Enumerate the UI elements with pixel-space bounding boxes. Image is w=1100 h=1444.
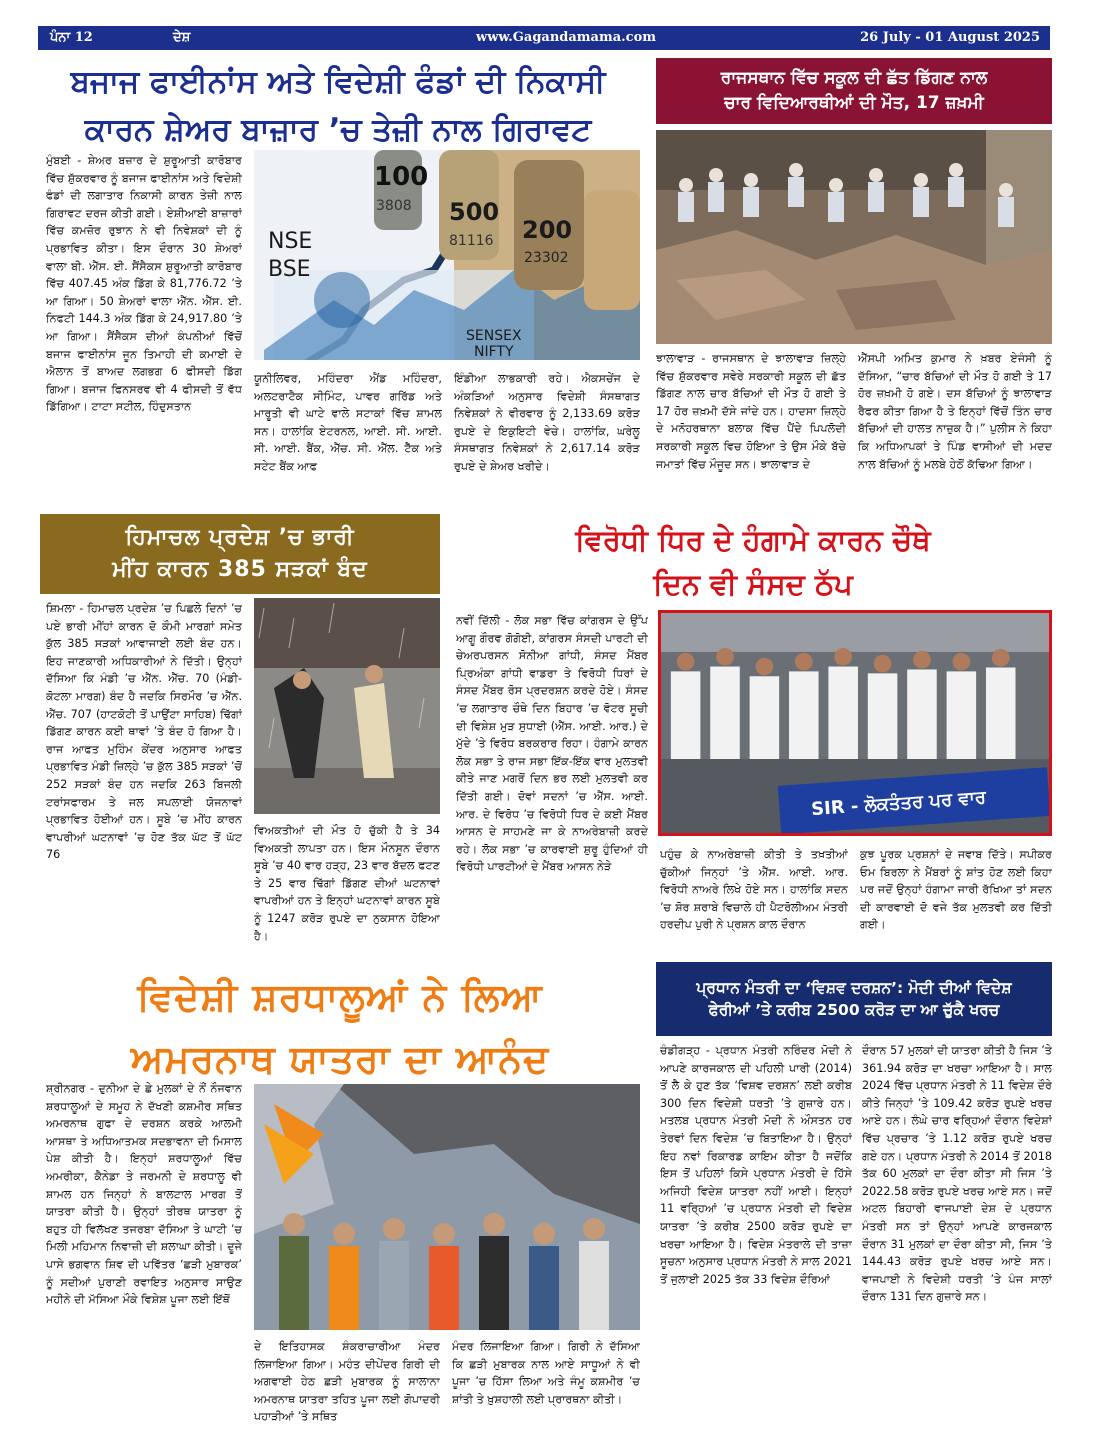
story-2-column-2: ਐੱਸਪੀ ਅਮਿਤ ਕੁਮਾਰ ਨੇ ਖ਼ਬਰ ਏਜੰਸੀ ਨੂੰ ਦੱਸਿਆ, “ਚਾਰ ਬੱਚਿਆਂ ਦੀ ਮੌਤ ਹੋ ਗਈ ਤੇ 17 ਹੋਰ ਜ਼ਖ਼ਮੀ ਹੋ ਗਏ। ਦਸ ਬੱਚਿਆਂ ਨੂੰ ਝਾਲਾਵਾੜ ਰੈਫਰ ਕੀਤਾ ਗਿਆ ਹੈ ਤੇ ਇਨ੍ਹਾਂ ਵਿੱਚੋਂ ਤਿੰਨ ਚਾਰ ਬੱਚਿਆਂ ਦੀ ਹਾਲਤ ਨਾਜ਼ੁਕ ਹੈ।” ਪੁਲੀਸ ਨੇ ਕਿਹਾ ਕਿ ਅਧਿਆਪਕਾਂ ਤੇ ਪਿੰਡ ਵਾਸੀਆਂ ਦੀ ਮਦਦ ਨਾਲ ਬੱਚਿਆਂ ਨੂੰ ਮਲਬੇ ਹੇਠੋਂ ਕੱਢਿਆ ਗਿਆ। xyxy=(858,352,1052,471)
headline-line: ਅਮਰਨਾਥ ਯਾਤਰਾ ਦਾ ਆਨੰਦ xyxy=(130,1037,550,1081)
story-6-column-1: ਚੰਡੀਗੜ੍ਹ - ਪ੍ਰਧਾਨ ਮੰਤਰੀ ਨਰਿੰਦਰ ਮੋਦੀ ਨੇ ਆਪਣੇ ਕਾਰਜਕਾਲ ਦੀ ਪਹਿਲੀ ਪਾਰੀ (2014) ਤੋਂ ਲੈ ਕੇ ਹੁਣ ਤੱਕ ‘ਵਿਸ਼ਵ ਦਰਸ਼ਨ’ ਲਈ ਕਰੀਬ 300 ਦਿਨ ਵਿਦੇਸ਼ੀ ਧਰਤੀ ’ਤੇ ਗੁਜ਼ਾਰੇ ਹਨ। ਮਤਲਬ ਪ੍ਰਧਾਨ ਮੰਤਰੀ ਮੋਦੀ ਨੇ ਔਸਤਨ ਹਰ ਤੇਰਵਾਂ ਦਿਨ ਵਿਦੇਸ਼ ’ਚ ਬਿਤਾਇਆ ਹੈ। ਉਨ੍ਹਾਂ ਇਹ ਨਵਾਂ ਰਿਕਾਰਡ ਕਾਇਮ ਕੀਤਾ ਹੈ ਜਦੋਂਕਿ ਇਸ ਤੋਂ ਪਹਿਲਾਂ ਕਿਸੇ ਪ੍ਰਧਾਨ ਮੰਤਰੀ ਦੇ ਹਿੱਸੇ ਅਜਿਹੀ ਵਿਦੇਸ਼ ਯਾਤਰਾ ਨਹੀਂ ਆਈ। ਇਨ੍ਹਾਂ 11 ਵਰ੍ਹਿਆਂ ’ਚ ਪ੍ਰਧਾਨ ਮੰਤਰੀ ਦੀ ਵਿਦੇਸ਼ ਯਾਤਰਾ ’ਤੇ ਕਰੀਬ 2500 ਕਰੋੜ ਰੁਪਏ ਦਾ ਖਰਚਾ ਆਇਆ ਹੈ। ਵਿਦੇਸ਼ ਮੰਤਰਾਲੇ ਦੀ ਤਾਜ਼ਾ ਸੂਚਨਾ ਅਨੁਸਾਰ ਪ੍ਰਧਾਨ ਮੰਤਰੀ ਨੇ ਸਾਲ 2021 ਤੋਂ ਜੁਲਾਈ 2025 ਤੱਕ 33 ਵਿਦੇਸ਼ ਦੌਰਿਆਂ xyxy=(660,1044,852,1286)
photo-label-sensex: SENSEX xyxy=(466,328,522,344)
headline-line: ਦਿਨ ਵੀ ਸੰਸਦ ਠੱਪ xyxy=(653,567,853,601)
note-label: 200 xyxy=(522,216,573,244)
story-3-headline-band xyxy=(40,514,440,594)
protest-banner-text: SIR - ਲੋਕਤੰਤਰ ਪਰ ਵਾਰ xyxy=(810,786,987,821)
note-label: 3808 xyxy=(376,198,412,214)
headline-line: ਰਾਜਸਥਾਨ ਵਿੱਚ ਸਕੂਲ ਦੀ ਛੱਤ ਡਿੱਗਣ ਨਾਲ xyxy=(720,68,988,89)
headline-line: ਵਿਦੇਸ਼ੀ ਸ਼ਰਧਾਲੂਆਂ ਨੇ ਲਿਆ xyxy=(137,975,543,1019)
story-2-headline-band xyxy=(656,58,1052,124)
parliament-protest-photo xyxy=(658,610,1052,836)
story-3-column-2: ਵਿਅਕਤੀਆਂ ਦੀ ਮੌਤ ਹੋ ਚੁੱਕੀ ਹੈ ਤੇ 34 ਵਿਅਕਤੀ ਲਾਪਤਾ ਹਨ। ਇਸ ਮੌਨਸੂਨ ਦੌਰਾਨ ਸੂਬੇ ’ਚ 40 ਵਾਰ ਹੜ੍ਹ, 23 ਵਾਰ ਬੱਦਲ ਫਟਣ ਤੇ 25 ਵਾਰ ਢਿੱਗਾਂ ਡਿੱਗਣ ਦੀਆਂ ਘਟਨਾਵਾਂ ਵਾਪਰੀਆਂ ਹਨ ਤੇ ਇਨ੍ਹਾਂ ਘਟਨਾਵਾਂ ਕਾਰਨ ਸੂਬੇ ਨੂੰ 1247 ਕਰੋੜ ਰੁਪਏ ਦਾ ਨੁਕਸਾਨ ਹੋਇਆ ਹੈ। xyxy=(254,824,440,943)
page-header-bar xyxy=(38,26,1050,50)
headline-line: ਵਿਰੋਧੀ ਧਿਰ ਦੇ ਹੰਗਾਮੇ ਕਾਰਨ ਚੌਥੇ xyxy=(575,523,931,557)
story-5-headline xyxy=(40,966,640,1090)
note-label: 500 xyxy=(449,198,500,226)
note-label: 81116 xyxy=(449,233,494,249)
note-label: 23302 xyxy=(524,250,569,266)
site-url: www.Gagandamama.com xyxy=(476,30,657,45)
headline-line: ਮੀਂਹ ਕਾਰਨ 385 ਸੜਕਾਂ ਬੰਦ xyxy=(112,557,368,582)
issue-date: 26 July - 01 August 2025 xyxy=(860,30,1040,45)
story-6-column-2: ਦੌਰਾਨ 57 ਮੁਲਕਾਂ ਦੀ ਯਾਤਰਾ ਕੀਤੀ ਹੈ ਜਿਸ ’ਤੇ 361.94 ਕਰੋੜ ਦਾ ਖਰਚਾ ਆਇਆ ਹੈ। ਸਾਲ 2024 ਵਿੱਚ ਪ੍ਰਧਾਨ ਮੰਤਰੀ ਨੇ 11 ਵਿਦੇਸ਼ ਦੌਰੇ ਕੀਤੇ ਜਿਨ੍ਹਾਂ ’ਤੇ 109.42 ਕਰੋੜ ਰੁਪਏ ਖਰਚ ਆਏ ਹਨ। ਲੰਘੇ ਚਾਰ ਵਰ੍ਹਿਆਂ ਦੌਰਾਨ ਵਿਦੇਸ਼ਾਂ ਵਿੱਚ ਪ੍ਰਚਾਰ ’ਤੇ 1.12 ਕਰੋੜ ਰੁਪਏ ਖਰਚ ਗਏ ਹਨ। ਪ੍ਰਧਾਨ ਮੰਤਰੀ ਨੇ 2014 ਤੋਂ 2018 ਤੱਕ 60 ਮੁਲਕਾਂ ਦਾ ਦੌਰਾ ਕੀਤਾ ਸੀ ਜਿਸ ’ਤੇ 2022.58 ਕਰੋੜ ਰੁਪਏ ਖਰਚ ਆਏ ਸਨ। ਜਦੋਂ ਅਟਲ ਬਿਹਾਰੀ ਵਾਜਪਾਈ ਦੇਸ਼ ਦੇ ਪ੍ਰਧਾਨ ਮੰਤਰੀ ਸਨ ਤਾਂ ਉਨ੍ਹਾਂ ਆਪਣੇ ਕਾਰਜਕਾਲ ਦੌਰਾਨ 31 ਮੁਲਕਾਂ ਦਾ ਦੌਰਾ ਕੀਤਾ ਸੀ, ਜਿਸ ’ਤੇ 144.43 ਕਰੋੜ ਰੁਪਏ ਖਰਚ ਆਏ ਸਨ। ਵਾਜਪਾਈ ਨੇ ਵਿਦੇਸ਼ੀ ਧਰਤੀ ’ਤੇ ਪੰਜ ਸਾਲਾਂ ਦੌਰਾਨ 131 ਦਿਨ ਗੁਜ਼ਾਰੇ ਸਨ। xyxy=(862,1044,1052,1304)
story-3-column-1: ਸ਼ਿਮਲਾ - ਹਿਮਾਚਲ ਪ੍ਰਦੇਸ਼ ’ਚ ਪਿਛਲੇ ਦਿਨਾਂ ’ਚ ਪਏ ਭਾਰੀ ਮੀਂਹਾਂ ਕਾਰਨ ਦੋ ਕੌਮੀ ਮਾਰਗਾਂ ਸਮੇਤ ਕੁੱਲ 385 ਸੜਕਾਂ ਆਵਾਜਾਈ ਲਈ ਬੰਦ ਹਨ। ਇਹ ਜਾਣਕਾਰੀ ਅਧਿਕਾਰੀਆਂ ਨੇ ਦਿੱਤੀ। ਉਨ੍ਹਾਂ ਦੱਸਿਆ ਕਿ ਮੰਡੀ ’ਚ ਐੱਨ. ਐੱਚ. 70 (ਮੰਡੀ-ਕੋਟਲਾ ਮਾਰਗ) ਬੰਦ ਹੈ ਜਦਕਿ ਸਿਰਮੌਰ ’ਚ ਐੱਨ. ਐੱਚ. 707 (ਹਾਟਕੋਟੀ ਤੋਂ ਪਾਉਂਟਾ ਸਾਹਿਬ) ਢਿੱਗਾਂ ਡਿੱਗਣ ਕਾਰਨ ਕਈ ਥਾਵਾਂ ’ਤੇ ਬੰਦ ਹੋ ਗਿਆ ਹੈ। ਰਾਜ ਆਫਤ ਮੁਹਿੰਮ ਕੇਂਦਰ ਅਨੁਸਾਰ ਆਫਤ ਪ੍ਰਭਾਵਿਤ ਮੰਡੀ ਜ਼ਿਲ੍ਹੇ ’ਚ ਕੁੱਲ 385 ਸੜਕਾਂ ’ਚੋਂ 252 ਸੜਕਾਂ ਬੰਦ ਹਨ ਜਦਕਿ 263 ਬਿਜਲੀ ਟਰਾਂਸਫਾਰਮ ਤੇ ਜਲ ਸਪਲਾਈ ਯੋਜਨਾਵਾਂ ਪ੍ਰਭਾਵਿਤ ਹੋਈਆਂ ਹਨ। ਸੂਬੇ ’ਚ ਮੀਂਹ ਕਾਰਨ ਵਾਪਰੀਆਂ ਘਟਨਾਵਾਂ ’ਚ ਹੋਣ ਤੱਕ ਘੱਟ ਤੋਂ ਘੱਟ 76 xyxy=(46,602,242,862)
story-1-column-3: ਇੰਡੀਆ ਲਾਭਕਾਰੀ ਰਹੇ। ਐਕਸਚੇਂਜ ਦੇ ਅੰਕੜਿਆਂ ਅਨੁਸਾਰ ਵਿਦੇਸ਼ੀ ਸੰਸਥਾਗਤ ਨਿਵੇਸ਼ਕਾਂ ਨੇ ਵੀਰਵਾਰ ਨੂੰ 2,133.69 ਕਰੋੜ ਰੁਪਏ ਦੇ ਇਕੁਇਟੀ ਵੇਚੇ। ਹਾਲਾਂਕਿ, ਘਰੇਲੂ ਸੰਸਥਾਗਤ ਨਿਵੇਸ਼ਕਾਂ ਨੇ 2,617.14 ਕਰੋੜ ਰੁਪਏ ਦੇ ਸ਼ੇਅਰ ਖਰੀਦੇ। xyxy=(454,372,640,473)
headline-line: ਹਿਮਾਚਲ ਪ੍ਰਦੇਸ਼ ’ਚ ਭਾਰੀ xyxy=(125,525,355,551)
photo-label-nifty: NIFTY xyxy=(474,344,514,360)
story-1-column-2: ਯੂਨੀਲਿਵਰ, ਮਹਿੰਦਰਾ ਐਂਡ ਮਹਿੰਦਰਾ, ਅਲਟਰਾਟੈਕ ਸੀਮਿੰਟ, ਪਾਵਰ ਗਰਿੱਡ ਅਤੇ ਮਾਰੂਤੀ ਵੀ ਘਾਟੇ ਵਾਲੇ ਸਟਾਕਾਂ ਵਿੱਚ ਸ਼ਾਮਲ ਸਨ। ਹਾਲਾਂਕਿ ਏਟਰਨਲ, ਆਈ. ਸੀ. ਆਈ. ਸੀ. ਆਈ. ਬੈਂਕ, ਐੱਚ. ਸੀ. ਐੱਲ. ਟੈੱਕ ਅਤੇ ਸਟੇਟ ਬੈਂਕ ਆਫ xyxy=(254,372,442,473)
story-5-column-2: ਦੇ ਇਤਿਹਾਸਕ ਸ਼ੰਕਰਾਚਾਰੀਆ ਮੰਦਰ ਲਿਜਾਇਆ ਗਿਆ। ਮਹੰਤ ਦੀਪੇਂਦਰ ਗਿਰੀ ਦੀ ਅਗਵਾਈ ਹੇਠ ਛੜੀ ਮੁਬਾਰਕ ਨੂੰ ਸਾਲਾਨਾ ਅਮਰਨਾਥ ਯਾਤਰਾ ਤਹਿਤ ਪੂਜਾ ਲਈ ਗੋਪਾਦਰੀ ਪਹਾੜੀਆਂ ’ਤੇ ਸਥਿਤ xyxy=(254,1340,440,1424)
headline-line: ਕਾਰਨ ਸ਼ੇਅਰ ਬਾਜ਼ਾਰ ’ਚ ਤੇਜ਼ੀ ਨਾਲ ਗਿਰਾਵਟ xyxy=(84,112,592,148)
headline-line: ਬਜਾਜ ਫਾਈਨਾਂਸ ਅਤੇ ਵਿਦੇਸ਼ੀ ਫੰਡਾਂ ਦੀ ਨਿਕਾਸੀ xyxy=(70,64,606,100)
story-6-headline-band xyxy=(656,962,1052,1036)
story-1-column-1: ਮੁੰਬਈ - ਸ਼ੇਅਰ ਬਜ਼ਾਰ ਦੇ ਸ਼ੁਰੂਆਤੀ ਕਾਰੋਬਾਰ ਵਿੱਚ ਸ਼ੁੱਕਰਵਾਰ ਨੂੰ ਬਜਾਜ ਫਾਈਨਾਂਸ ਅਤੇ ਵਿਦੇਸ਼ੀ ਫੰਡਾਂ ਦੀ ਲਗਾਤਾਰ ਨਿਕਾਸੀ ਕਾਰਨ ਤੇਜ਼ੀ ਨਾਲ ਗਿਰਾਵਟ ਦਰਜ ਕੀਤੀ ਗਈ। ਏਸ਼ੀਆਈ ਬਾਜ਼ਾਰਾਂ ਵਿੱਚ ਕਮਜ਼ੋਰ ਰੁਝਾਨ ਨੇ ਵੀ ਨਿਵੇਸ਼ਕਾਂ ਦੀ ਨੂੰ ਪ੍ਰਭਾਵਿਤ ਕੀਤਾ। ਇਸ ਦੌਰਾਨ 30 ਸ਼ੇਅਰਾਂ ਵਾਲਾ ਬੀ. ਐੱਸ. ਈ. ਸੈਂਸੈਕਸ ਸ਼ੁਰੂਆਤੀ ਕਾਰੋਬਾਰ ਵਿੱਚ 407.45 ਅੰਕ ਡਿੱਗ ਕੇ 81,776.72 ’ਤੇ ਆ ਗਿਆ। 50 ਸ਼ੇਅਰਾਂ ਵਾਲਾ ਐੱਨ. ਐੱਸ. ਈ. ਨਿਫਟੀ 144.3 ਅੰਕ ਡਿੱਗ ਕੇ 24,917.80 ’ਤੇ ਆ ਗਿਆ। ਸੈਂਸੈਕਸ ਦੀਆਂ ਕੰਪਨੀਆਂ ਵਿੱਚੋਂ ਬਜਾਜ ਫਾਈਨਾਂਸ ਜੂਨ ਤਿਮਾਹੀ ਦੀ ਕਮਾਈ ਦੇ ਐਲਾਨ ਤੋਂ ਬਾਅਦ ਲਗਭਗ 6 ਫੀਸਦੀ ਡਿੱਗ ਗਿਆ। ਬਜਾਜ ਫਿਨਸਰਵ ਵੀ 4 ਫੀਸਦੀ ਤੋਂ ਵੱਧ ਡਿੱਗਿਆ। ਟਾਟਾ ਸਟੀਲ, ਹਿੰਦੁਸਤਾਨ xyxy=(46,154,242,414)
page-number: ਪੰਨਾ 12 xyxy=(50,30,93,45)
story-4-column-1: ਨਵੀਂ ਦਿੱਲੀ - ਲੋਕ ਸਭਾ ਵਿੱਚ ਕਾਂਗਰਸ ਦੇ ਉੱਪ ਆਗੂ ਗੌਰਵ ਗੋਗੋਈ, ਕਾਂਗਰਸ ਸੰਸਦੀ ਪਾਰਟੀ ਦੀ ਚੇਅਰਪਰਸਨ ਸੋਨੀਆ ਗਾਂਧੀ, ਸੰਸਦ ਮੈਂਬਰ ਪ੍ਰਿਅੰਕਾ ਗਾਂਧੀ ਵਾਡਰਾ ਤੇ ਵਿਰੋਧੀ ਧਿਰਾਂ ਦੇ ਸੰਸਦ ਮੈਂਬਰ ਰੋਸ ਪ੍ਰਦਰਸ਼ਨ ਕਰਦੇ ਹੋਏ। ਸੰਸਦ ’ਚ ਲਗਾਤਾਰ ਚੌਥੇ ਦਿਨ ਬਿਹਾਰ ’ਚ ਵੋਟਰ ਸੂਚੀ ਦੀ ਵਿਸ਼ੇਸ਼ ਮੁੜ ਸੁਧਾਈ (ਐੱਸ. ਆਈ. ਆਰ.) ਦੇ ਮੁੱਦੇ ’ਤੇ ਵਿਰੋਧ ਬਰਕਰਾਰ ਰਿਹਾ। ਹੰਗਾਮੇ ਕਾਰਨ ਲੋਕ ਸਭਾ ਤੇ ਰਾਜ ਸਭਾ ਇੱਕ-ਇੱਕ ਵਾਰ ਮੁਲਤਵੀ ਕੀਤੇ ਜਾਣ ਮਗਰੋਂ ਦਿਨ ਭਰ ਲਈ ਮੁਲਤਵੀ ਕਰ ਦਿੱਤੀ ਗਈ। ਦੋਵਾਂ ਸਦਨਾਂ ’ਚ ਐੱਸ. ਆਈ. ਆਰ. ਦੇ ਵਿਰੋਧ ’ਚ ਵਿਰੋਧੀ ਧਿਰ ਦੇ ਕਈ ਮੈਂਬਰ ਆਸਨ ਦੇ ਸਾਹਮਣੇ ਜਾ ਕੇ ਨਾਅਰੇਬਾਜ਼ੀ ਕਰਦੇ ਰਹੇ। ਲੋਕ ਸਭਾ ’ਚ ਕਾਰਵਾਈ ਸ਼ੁਰੂ ਹੁੰਦਿਆਂ ਹੀ ਵਿਰੋਧੀ ਪਾਰਟੀਆਂ ਦੇ ਮੈਂਬਰ ਆਸਨ ਨੇੜੇ xyxy=(456,614,648,874)
section-name: ਦੇਸ਼ xyxy=(173,30,191,45)
story-2-column-1: ਝਾਲਾਵਾੜ - ਰਾਜਸਥਾਨ ਦੇ ਝਾਲਾਵਾੜ ਜ਼ਿਲ੍ਹੇ ਵਿੱਚ ਸ਼ੁੱਕਰਵਾਰ ਸਵੇਰੇ ਸਰਕਾਰੀ ਸਕੂਲ ਦੀ ਛੱਤ ਡਿੱਗਣ ਨਾਲ ਚਾਰ ਬੱਚਿਆਂ ਦੀ ਮੌਤ ਹੋ ਗਈ ਤੇ 17 ਹੋਰ ਜ਼ਖ਼ਮੀ ਦੱਸੇ ਜਾਂਦੇ ਹਨ। ਹਾਦਸਾ ਜ਼ਿਲ੍ਹੇ ਦੇ ਮਨੋਹਰਥਾਨਾ ਬਲਾਕ ਵਿੱਚ ਪੈਂਦੇ ਪਿਪਲੋਦੀ ਸਰਕਾਰੀ ਸਕੂਲ ਵਿਚ ਹੋਇਆ ਤੇ ਉਸ ਮੌਕੇ ਬੱਚੇ ਜਮਾਤਾਂ ਵਿੱਚ ਮੌਜੂਦ ਸਨ। ਝਾਲਾਵਾੜ ਦੇ xyxy=(656,352,846,471)
headline-line: ਪ੍ਰਧਾਨ ਮੰਤਰੀ ਦਾ ‘ਵਿਸ਼ਵ ਦਰਸ਼ਨ’: ਮੋਦੀ ਦੀਆਂ ਵਿਦੇਸ਼ xyxy=(696,978,1012,997)
photo-label-nse: NSE xyxy=(268,229,313,254)
story-4-headline xyxy=(454,518,1052,606)
story-1-headline xyxy=(38,58,638,154)
story-5-column-1: ਸ਼੍ਰੀਨਗਰ - ਦੁਨੀਆ ਦੇ ਛੇ ਮੁਲਕਾਂ ਦੇ ਨੌਂ ਨੌਜਵਾਨ ਸ਼ਰਧਾਲੂਆਂ ਦੇ ਸਮੂਹ ਨੇ ਦੱਖਣੀ ਕਸ਼ਮੀਰ ਸਥਿਤ ਅਮਰਨਾਥ ਗੁਫਾ ਦੇ ਦਰਸ਼ਨ ਕਰਕੇ ਆਲਮੀ ਆਸਥਾ ਤੇ ਅਧਿਆਤਮਕ ਸਦਭਾਵਨਾ ਦੀ ਮਿਸਾਲ ਪੇਸ਼ ਕੀਤੀ ਹੈ। ਇਨ੍ਹਾਂ ਸ਼ਰਧਾਲੂਆਂ ਵਿੱਚ ਅਮਰੀਕਾ, ਕੈਨੇਡਾ ਤੇ ਜਰਮਨੀ ਦੇ ਸ਼ਰਧਾਲੂ ਵੀ ਸ਼ਾਮਲ ਹਨ ਜਿਨ੍ਹਾਂ ਨੇ ਬਾਲਟਾਲ ਮਾਰਗ ਤੋਂ ਯਾਤਰਾ ਕੀਤੀ ਹੈ। ਉਨ੍ਹਾਂ ਤੀਰਥ ਯਾਤਰਾ ਨੂੰ ਬਹੁਤ ਹੀ ਵਿਲੱਖਣ ਤਜਰਬਾ ਦੱਸਿਆ ਤੇ ਘਾਟੀ ’ਚ ਮਿਲੀ ਮਹਿਮਾਨ ਨਿਵਾਜ਼ੀ ਦੀ ਸ਼ਲਾਘਾ ਕੀਤੀ। ਦੂਜੇ ਪਾਸੇ ਭਗਵਾਨ ਸ਼ਿਵ ਦੀ ਪਵਿੱਤਰ ‘ਛੜੀ ਮੁਬਾਰਕ’ ਨੂੰ ਸਦੀਆਂ ਪੁਰਾਣੀ ਰਵਾਇਤ ਅਨੁਸਾਰ ਸਾਉਣ ਮਹੀਨੇ ਦੀ ਮੱਸਿਆ ਮੌਕੇ ਵਿਸ਼ੇਸ਼ ਪੂਜਾ ਲਈ ਇੱਥੋਂ xyxy=(46,1082,242,1307)
photo-label-bse: BSE xyxy=(268,257,311,282)
story-4-column-2: ਪਹੁੰਚ ਕੇ ਨਾਅਰੇਬਾਜ਼ੀ ਕੀਤੀ ਤੇ ਤਖ਼ਤੀਆਂ ਚੁੱਕੀਆਂ ਜਿਨ੍ਹਾਂ ’ਤੇ ਐੱਸ. ਆਈ. ਆਰ. ਵਿਰੋਧੀ ਨਾਅਰੇ ਲਿਖੇ ਹੋਏ ਸਨ। ਹਾਲਾਂਕਿ ਸਦਨ ’ਚ ਸ਼ੋਰ ਸ਼ਰਾਬੇ ਵਿਚਾਲੇ ਹੀ ਪੈਟਰੋਲੀਅਮ ਮੰਤਰੀ ਹਰਦੀਪ ਪੁਰੀ ਨੇ ਪ੍ਰਸ਼ਨ ਕਾਲ ਦੌਰਾਨ xyxy=(660,848,848,932)
collapsed-roof-photo xyxy=(656,130,1052,344)
stock-market-photo xyxy=(254,150,640,360)
amarnath-pilgrims-photo xyxy=(254,1084,640,1330)
headline-line: ਫੇਰੀਆਂ ’ਤੇ ਕਰੀਬ 2500 ਕਰੋੜ ਦਾ ਆ ਚੁੱਕੈ ਖਰਚ xyxy=(708,1001,1000,1019)
rain-photo xyxy=(254,598,440,814)
note-label: 100 xyxy=(374,162,429,192)
story-4-column-3: ਕੁਝ ਪੂਰਕ ਪ੍ਰਸ਼ਨਾਂ ਦੇ ਜਵਾਬ ਦਿੱਤੇ। ਸਪੀਕਰ ਓਮ ਬਿਰਲਾ ਨੇ ਮੈਂਬਰਾਂ ਨੂੰ ਸ਼ਾਂਤ ਹੋਣ ਲਈ ਕਿਹਾ ਪਰ ਜਦੋਂ ਉਨ੍ਹਾਂ ਹੰਗਾਮਾ ਜਾਰੀ ਰੱਖਿਆ ਤਾਂ ਸਦਨ ਦੀ ਕਾਰਵਾਈ ਦੋ ਵਜੇ ਤੱਕ ਮੁਲਤਵੀ ਕਰ ਦਿੱਤੀ ਗਈ। xyxy=(860,848,1052,932)
headline-line: ਚਾਰ ਵਿਦਿਆਰਥੀਆਂ ਦੀ ਮੌਤ, 17 ਜ਼ਖ਼ਮੀ xyxy=(724,93,984,113)
story-5-column-3: ਮੰਦਰ ਲਿਜਾਇਆ ਗਿਆ। ਗਿਰੀ ਨੇ ਦੱਸਿਆ ਕਿ ਛੜੀ ਮੁਬਾਰਕ ਨਾਲ ਆਏ ਸਾਧੂਆਂ ਨੇ ਵੀ ਪੂਜਾ ’ਚ ਹਿੱਸਾ ਲਿਆ ਅਤੇ ਜੰਮੂ ਕਸ਼ਮੀਰ ’ਚ ਸ਼ਾਂਤੀ ਤੇ ਖ਼ੁਸ਼ਹਾਲੀ ਲਈ ਪ੍ਰਾਰਥਨਾ ਕੀਤੀ। xyxy=(452,1340,640,1406)
